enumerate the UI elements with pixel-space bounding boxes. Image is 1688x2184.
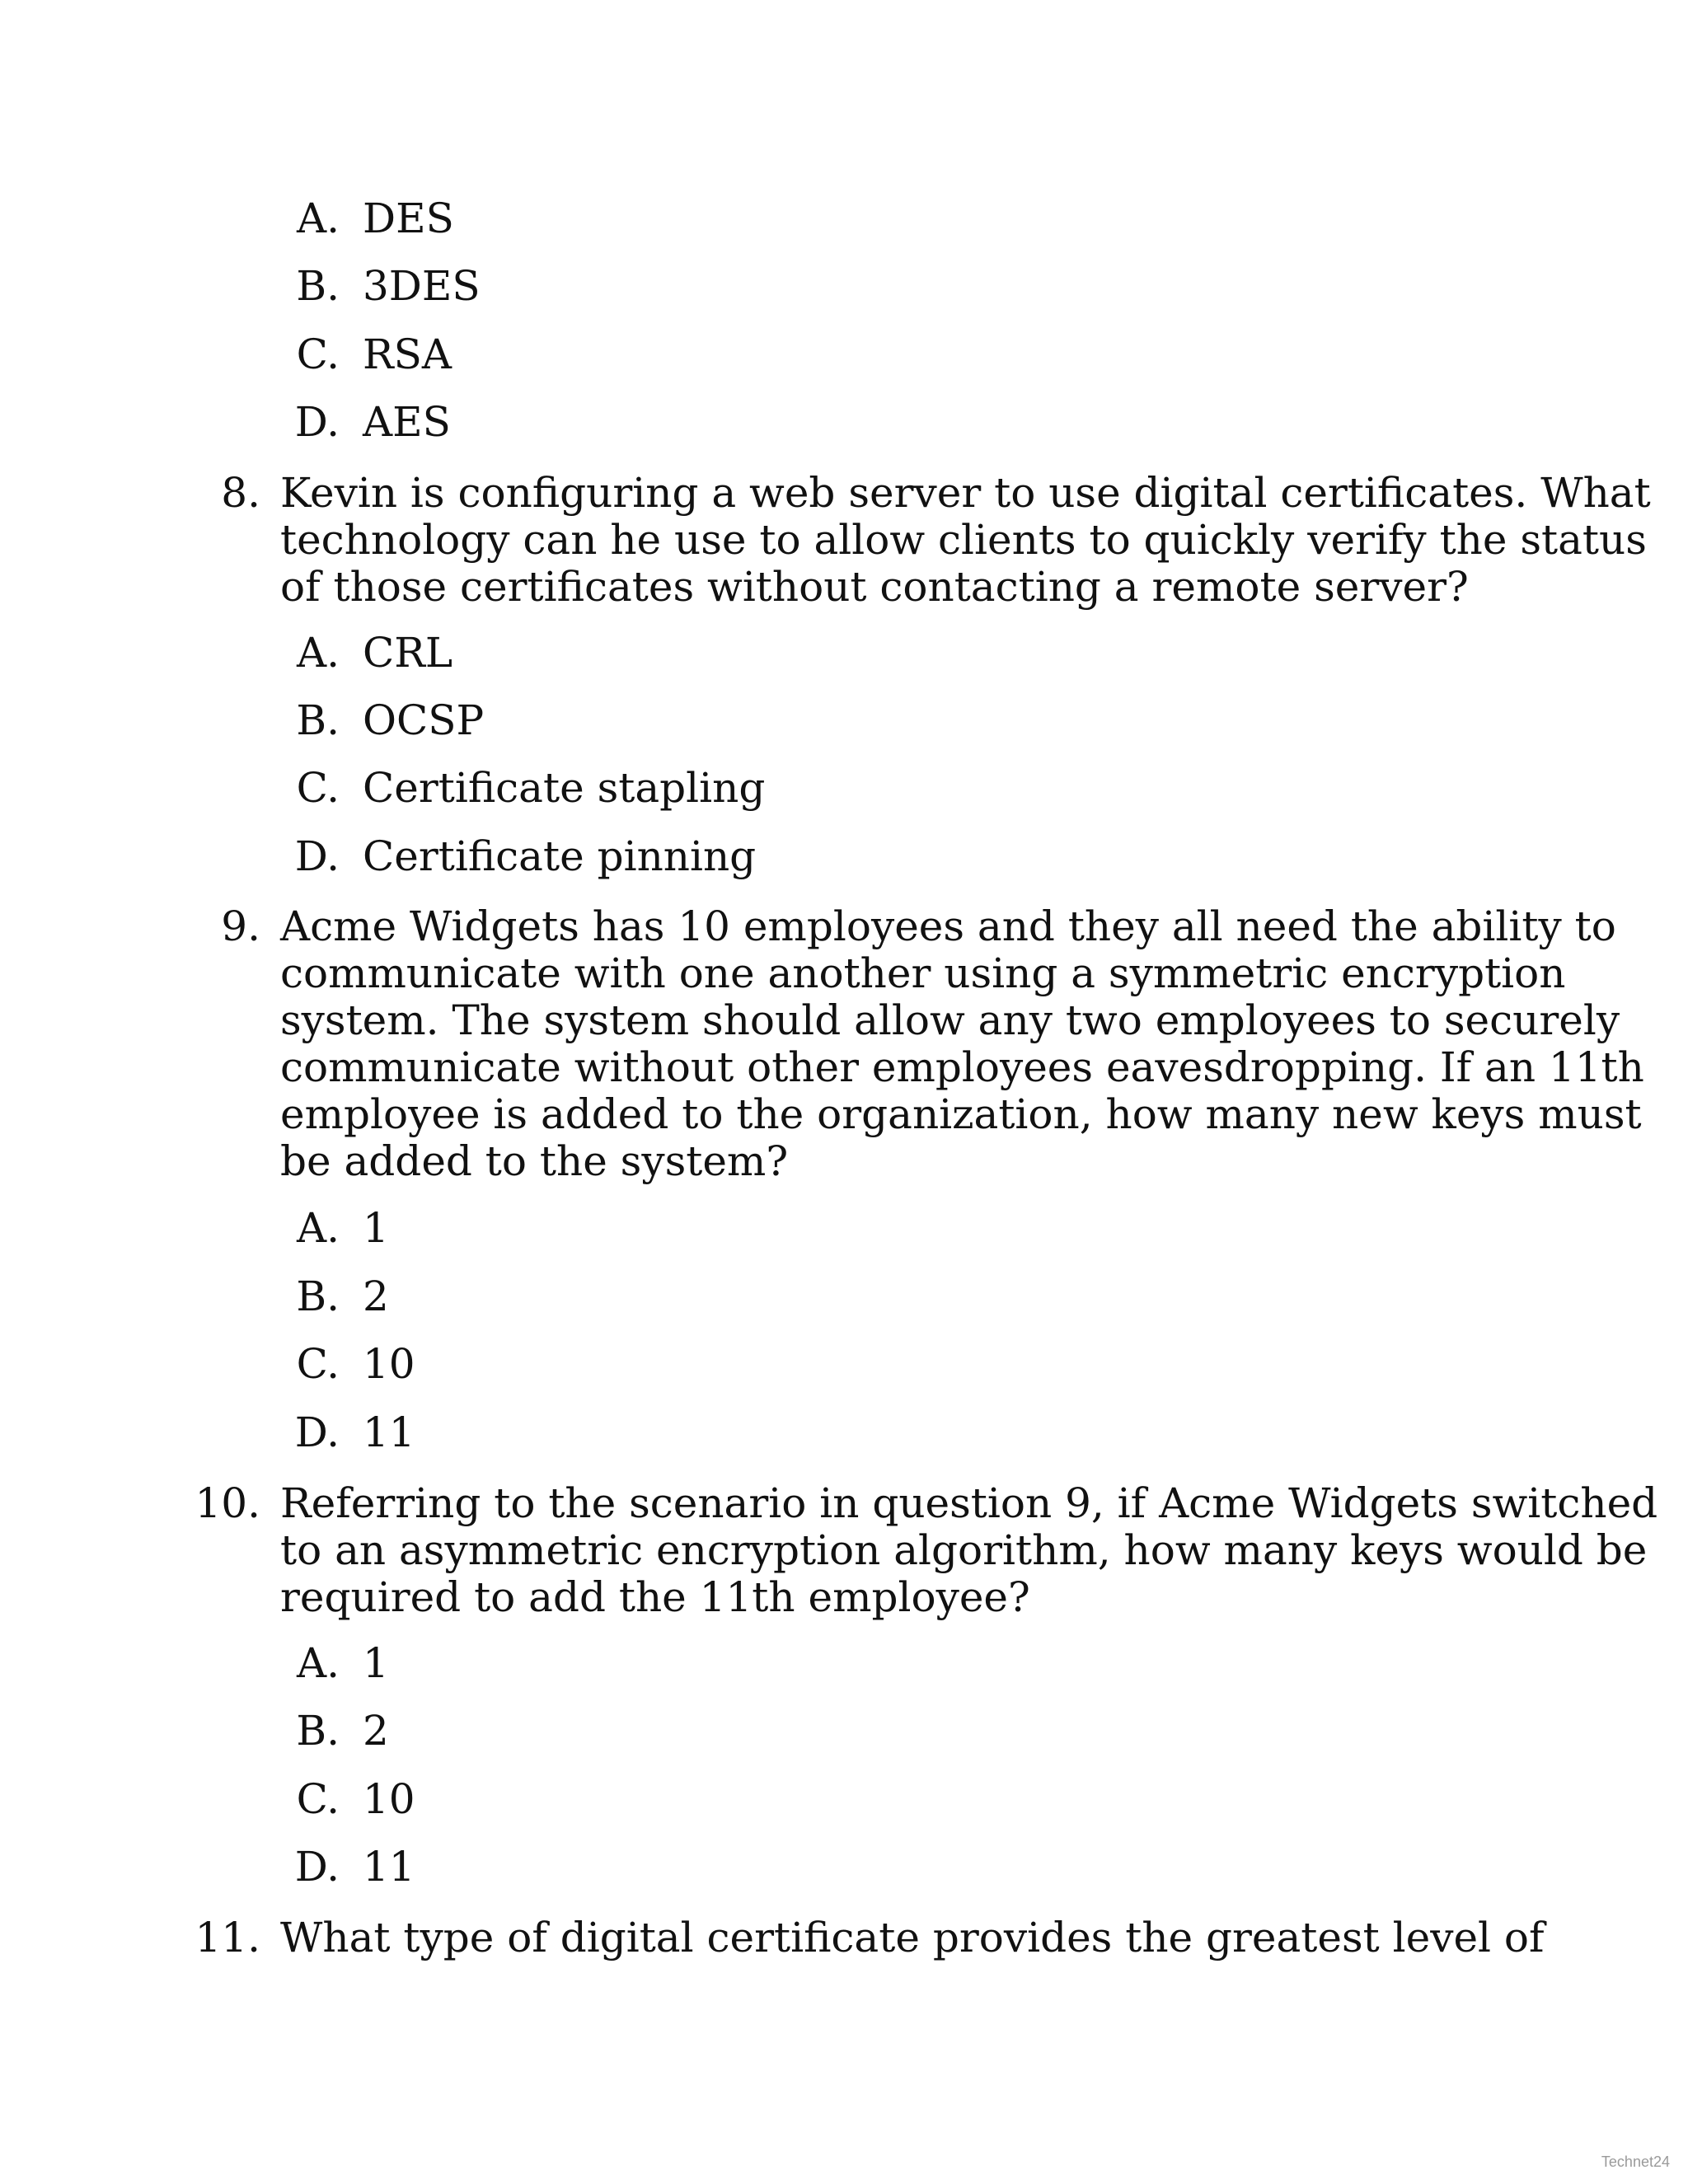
question-line: Kevin is configuring a web server to use digital certificates. What [280, 469, 1651, 517]
question-number: 8. [221, 469, 260, 517]
option-text: 10 [363, 1775, 415, 1823]
option-q9-a [0, 1199, 1688, 1257]
option-text: OCSP [363, 696, 485, 744]
option-q9-d [0, 1404, 1688, 1461]
option-q8-d [0, 827, 1688, 885]
option-q10-a [0, 1634, 1688, 1692]
option-text: Certificate pinning [363, 832, 757, 880]
option-q7-c [0, 326, 1688, 383]
footer-watermark: Technet24 [1601, 2154, 1670, 2170]
option-q10-b [0, 1702, 1688, 1760]
option-q9-b [0, 1268, 1688, 1325]
question-line: technology can he use to allow clients to quickly verify the status [280, 516, 1647, 564]
option-letter: C. [296, 1775, 340, 1823]
question-line: be added to the system? [280, 1137, 789, 1185]
option-letter: C. [296, 1340, 340, 1388]
option-q7-d [0, 393, 1688, 451]
question-number: 10. [195, 1479, 260, 1527]
option-q8-b [0, 691, 1688, 749]
option-q10-c [0, 1770, 1688, 1828]
question-line: communicate without other employees eavesdropping. If an 11th [280, 1043, 1644, 1091]
question-line: What type of digital certificate provides the greatest level of [280, 1914, 1545, 1961]
option-letter: A. [296, 194, 340, 242]
option-text: 11 [363, 1408, 415, 1456]
question-line: to an asymmetric encryption algorithm, how many keys would be [280, 1526, 1648, 1574]
option-letter: B. [296, 1272, 340, 1320]
option-text: 10 [363, 1340, 415, 1388]
option-text: DES [363, 194, 454, 242]
option-text: AES [363, 398, 451, 446]
option-text: 1 [363, 1204, 389, 1252]
question-line: Referring to the scenario in question 9, if Acme Widgets switched [280, 1479, 1658, 1527]
option-q8-c [0, 759, 1688, 817]
option-letter: A. [296, 1639, 340, 1687]
option-q7-a [0, 190, 1688, 247]
option-text: Certificate stapling [363, 764, 766, 812]
option-letter: A. [296, 629, 340, 677]
option-letter: C. [296, 330, 340, 378]
question-number: 11. [195, 1914, 260, 1961]
option-text: 11 [363, 1843, 415, 1891]
question-text [280, 1914, 1545, 1961]
option-text: CRL [363, 629, 453, 677]
question-line: required to add the 11th employee? [280, 1573, 1030, 1621]
option-text: 2 [363, 1272, 389, 1320]
option-letter: B. [296, 262, 340, 310]
option-letter: D. [294, 832, 340, 880]
option-q8-a [0, 624, 1688, 682]
option-letter: B. [296, 696, 340, 744]
question-text [280, 1479, 1658, 1621]
option-q10-d [0, 1838, 1688, 1896]
option-text: 2 [363, 1707, 389, 1755]
option-text: 1 [363, 1639, 389, 1687]
option-letter: B. [296, 1707, 340, 1755]
option-text: RSA [363, 330, 452, 378]
option-q9-c [0, 1335, 1688, 1393]
question-line: system. The system should allow any two employees to securely [280, 996, 1620, 1044]
option-letter: D. [294, 398, 340, 446]
option-letter: D. [294, 1843, 340, 1891]
question-line: of those certificates without contacting a remote server? [280, 563, 1469, 611]
question-line: employee is added to the organization, how many new keys must [280, 1090, 1642, 1138]
question-text [280, 902, 1644, 1185]
option-q7-b [0, 257, 1688, 315]
option-letter: D. [294, 1408, 340, 1456]
option-text: 3DES [363, 262, 481, 310]
question-line: Acme Widgets has 10 employees and they all need the ability to [280, 902, 1616, 950]
question-number: 9. [221, 902, 260, 950]
option-letter: C. [296, 764, 340, 812]
question-line: communicate with one another using a symmetric encryption [280, 949, 1566, 997]
option-letter: A. [296, 1204, 340, 1252]
question-text [280, 469, 1651, 611]
